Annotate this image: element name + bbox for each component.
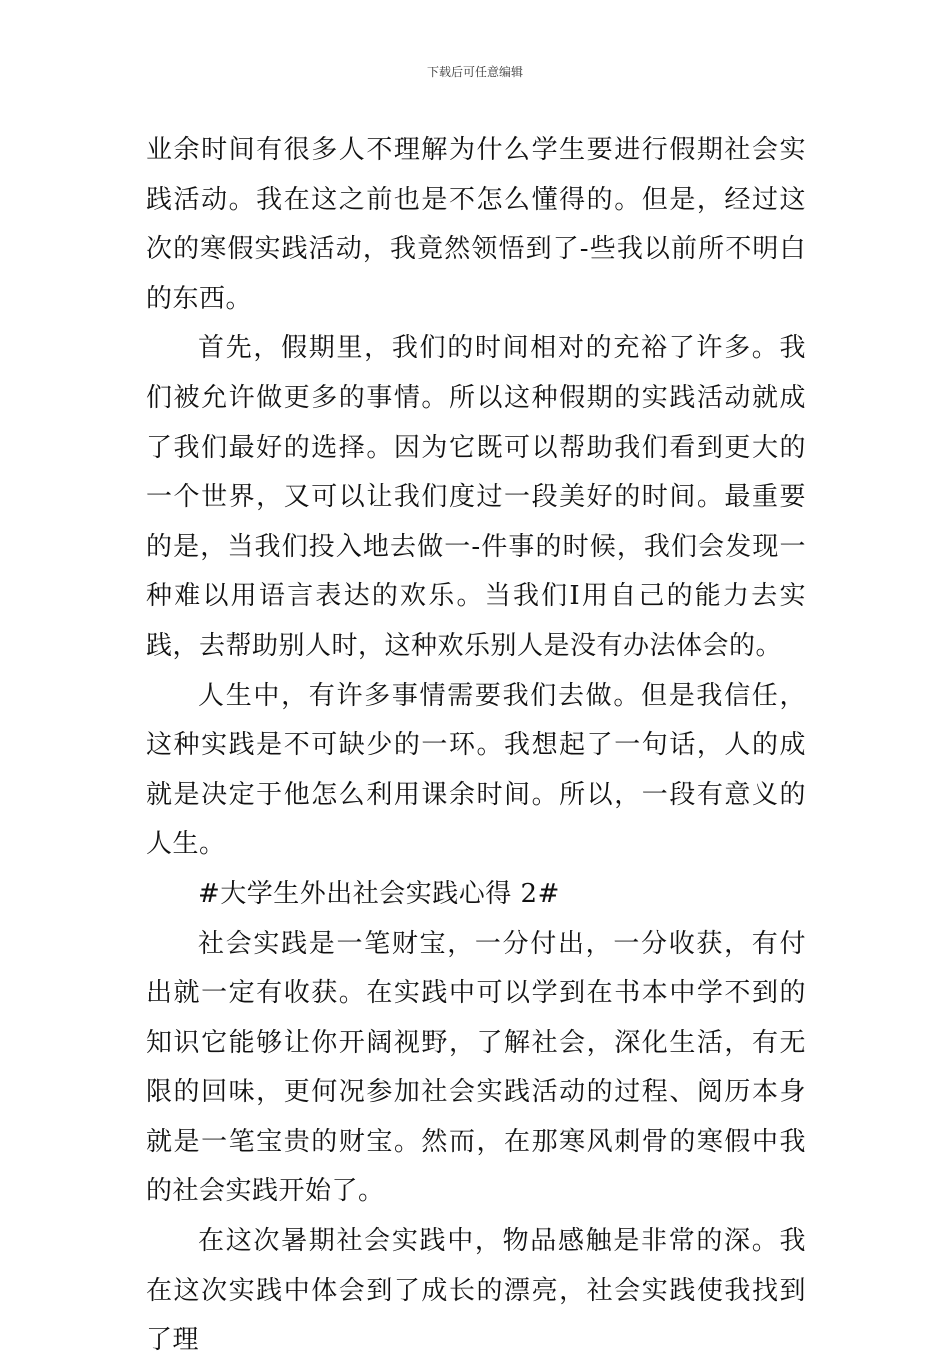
- paragraph-4: 社会实践是一笔财宝，一分付出，一分收获，有付出就一定有收获。在实践中可以学到在书本中学不到的知识它能够让你开阔视野，了解社会，深化生活，有无限的回味，更何况参加社会实践活动的过程、阅历本身就是一笔宝贵的财宝。然而，在那寒风刺骨的寒假中我的社会实践开始了。: [146, 928, 806, 1207]
- page-header: 下载后可任意编辑: [426, 65, 523, 79]
- paragraph-2: 首先，假期里，我们的时间相对的充裕了许多。我们被允许做更多的事情。所以这种假期的实践活动就成了我们最好的选择。因为它既可以帮助我们看到更大的一个世界，又可以让我们度过一段美好的时间。最重要的是，当我们投入地去做一-件事的时候，我们会发现一种难以用语言表达的欢乐。当我们I用自己的能力去实践，去帮助别人时，这种欢乐别人是没有办法体会的。: [146, 333, 806, 661]
- section-heading: #大学生外出社会实践心得 2#: [198, 878, 560, 909]
- paragraph-1: 业余时间有很多人不理解为什么学生要进行假期社会实践活动。我在这之前也是不怎么懂得的。但是，经过这次的寒假实践活动，我竟然领悟到了-些我以前所不明白的东西。: [146, 135, 806, 314]
- paragraph-3: 人生中，有许多事情需要我们去做。但是我信任，这种实践是不可缺少的一环。我想起了一句话，人的成就是决定于他怎么利用课余时间。所以，一段有意义的人生。: [146, 680, 806, 860]
- document-body: [146, 126, 806, 1366]
- paragraph-5: 在这次暑期社会实践中，物品感触是非常的深。我在这次实践中体会到了成长的漂亮，社会实践使我找到了理: [146, 1226, 806, 1356]
